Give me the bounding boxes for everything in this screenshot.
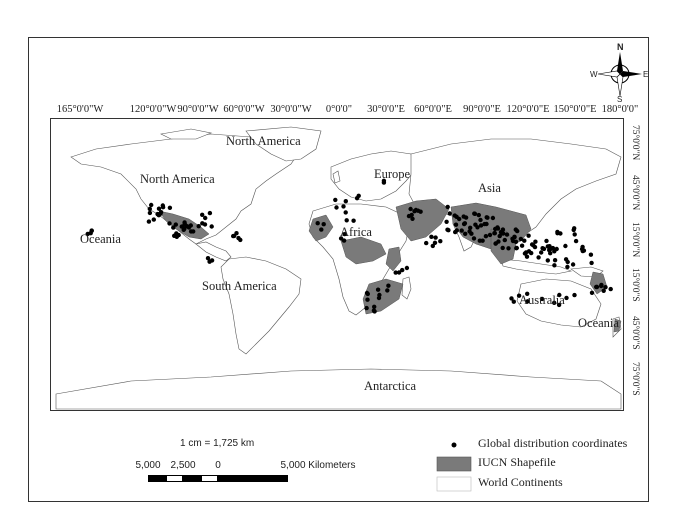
lon-label: 90°0'0"E	[463, 104, 501, 115]
scale-tick-label: 5,000	[135, 460, 161, 471]
distribution-point	[493, 227, 497, 231]
scale-tick-label: 0	[215, 460, 221, 471]
distribution-point	[168, 206, 172, 210]
distribution-point	[200, 221, 204, 225]
distribution-point	[505, 232, 509, 236]
distribution-point	[514, 227, 518, 231]
legend-item-continents	[436, 475, 646, 493]
distribution-point	[438, 239, 442, 243]
distribution-point	[236, 236, 240, 240]
distribution-point	[501, 246, 505, 250]
scale-tick-label: 2,500	[170, 460, 196, 471]
distribution-point	[546, 258, 550, 262]
distribution-point	[494, 241, 498, 245]
distribution-point	[453, 230, 457, 234]
distribution-point	[573, 232, 577, 236]
legend-label: World Continents	[478, 475, 563, 489]
distribution-point	[491, 216, 495, 220]
distribution-point	[555, 247, 559, 251]
distribution-point	[187, 225, 191, 229]
distribution-point	[484, 234, 488, 238]
distribution-point	[603, 285, 607, 289]
distribution-point	[563, 244, 567, 248]
distribution-point	[572, 293, 576, 297]
distribution-point	[200, 213, 204, 217]
lat-label: 75°0'0"S	[630, 362, 640, 396]
distribution-point	[431, 244, 435, 248]
point-symbol-icon	[436, 437, 472, 453]
distribution-point	[410, 213, 414, 217]
distribution-point	[208, 211, 212, 215]
distribution-point	[206, 256, 210, 260]
distribution-point	[161, 205, 165, 209]
distribution-point	[553, 258, 557, 262]
compass-icon	[592, 46, 648, 102]
distribution-point	[478, 239, 482, 243]
distribution-point	[533, 245, 537, 249]
distribution-point	[520, 244, 524, 248]
distribution-point	[519, 237, 523, 241]
distribution-point	[548, 251, 552, 255]
distribution-point	[609, 287, 613, 291]
distribution-point	[448, 211, 452, 215]
continent-label-north-america: North America	[140, 172, 215, 186]
legend-label: IUCN Shapefile	[478, 455, 556, 469]
distribution-point	[197, 224, 201, 228]
distribution-point	[463, 232, 467, 236]
compass-s: S	[617, 95, 623, 104]
distribution-point	[514, 246, 518, 250]
distribution-point	[424, 241, 428, 245]
world-map-svg	[51, 119, 624, 411]
distribution-point	[344, 210, 348, 214]
lon-label: 120°0'0"W	[129, 104, 177, 115]
distribution-point	[444, 220, 448, 224]
distribution-point	[364, 306, 368, 310]
scale-segment	[218, 475, 288, 482]
distribution-point	[351, 219, 355, 223]
distribution-point	[394, 270, 398, 274]
north-arrow-compass	[590, 42, 649, 104]
distribution-point	[525, 255, 529, 259]
distribution-point	[590, 291, 594, 295]
compass-n: N	[617, 42, 624, 52]
distribution-point	[533, 240, 537, 244]
scale-bar	[135, 438, 380, 488]
distribution-point	[366, 292, 370, 296]
distribution-point	[148, 211, 152, 215]
distribution-point	[172, 234, 176, 238]
distribution-point	[345, 218, 349, 222]
lon-label: 150°0'0"E	[553, 104, 597, 115]
distribution-point	[319, 227, 323, 231]
distribution-point	[385, 288, 389, 292]
distribution-point	[492, 231, 496, 235]
lon-label: 30°0'0"W	[270, 104, 312, 115]
indonesia-shape	[501, 259, 571, 274]
lon-label: 60°0'0"E	[414, 104, 452, 115]
scale-segment	[183, 475, 201, 482]
scale-segment	[201, 475, 218, 482]
iucn-southern-africa	[363, 279, 403, 314]
continent-label-antarctica: Antarctica	[364, 379, 417, 393]
distribution-point	[482, 222, 486, 226]
lon-label: 120°0'0"E	[506, 104, 550, 115]
distribution-point	[410, 217, 414, 221]
distribution-point	[511, 239, 515, 243]
distribution-point	[542, 247, 546, 251]
distribution-point	[210, 224, 214, 228]
distribution-point	[547, 245, 551, 249]
lat-label: 45°0'0"N	[630, 175, 640, 211]
distribution-point	[400, 268, 404, 272]
distribution-point	[334, 205, 338, 209]
distribution-point	[322, 222, 326, 226]
distribution-point	[462, 222, 466, 226]
lon-label: 30°0'0"E	[367, 104, 405, 115]
lon-label: 180°0'0"	[601, 104, 639, 115]
continent-label-africa: Africa	[340, 225, 372, 239]
distribution-point	[429, 235, 433, 239]
lat-label: 15°0'0"N	[630, 222, 640, 258]
distribution-point	[488, 233, 492, 237]
distribution-point	[182, 227, 186, 231]
distribution-point	[171, 225, 175, 229]
distribution-point	[158, 212, 162, 216]
scale-segment	[148, 475, 166, 482]
legend-item-shapefile	[436, 455, 646, 473]
distribution-point	[376, 288, 380, 292]
distribution-point	[446, 205, 450, 209]
continent-label-asia: Asia	[478, 181, 501, 195]
distribution-point	[333, 198, 337, 202]
distribution-point	[377, 296, 381, 300]
distribution-point	[571, 262, 575, 266]
distribution-point	[167, 221, 171, 225]
distribution-point	[473, 212, 477, 216]
lon-label: 0°0'0"	[325, 104, 353, 115]
distribution-point	[357, 194, 361, 198]
distribution-point	[572, 228, 576, 232]
distribution-point	[386, 284, 390, 288]
distribution-point	[589, 261, 593, 265]
distribution-point	[499, 230, 503, 234]
distribution-point	[149, 203, 153, 207]
distribution-point	[526, 234, 530, 238]
distribution-point	[544, 239, 548, 243]
distribution-point	[464, 215, 468, 219]
distribution-point	[316, 221, 320, 225]
scale-title: 1 cm = 1,725 km	[180, 438, 255, 449]
distribution-point	[478, 218, 482, 222]
distribution-point	[595, 285, 599, 289]
distribution-point	[157, 207, 161, 211]
distribution-point	[433, 235, 437, 239]
distribution-point	[565, 265, 569, 269]
distribution-point	[344, 199, 348, 203]
lon-label: 165°0'0"W	[56, 104, 104, 115]
distribution-point	[506, 246, 510, 250]
continent-label-oceania: Oceania	[578, 316, 619, 330]
distribution-point	[512, 235, 516, 239]
lon-label: 90°0'0"W	[177, 104, 219, 115]
lat-label: 15°0'0"S	[630, 268, 640, 302]
madagascar-shape	[402, 277, 411, 299]
distribution-point	[152, 217, 156, 221]
world-continents	[56, 127, 621, 409]
south-america-shape	[221, 257, 301, 354]
compass-w: W	[590, 70, 598, 79]
distribution-point	[372, 308, 376, 312]
antarctica-shape	[56, 369, 621, 409]
distribution-point	[558, 231, 562, 235]
compass-e: E	[643, 70, 649, 79]
distribution-point	[469, 232, 473, 236]
continent-label-north-america: North America	[226, 134, 301, 148]
distribution-point	[589, 253, 593, 257]
distribution-point	[582, 248, 586, 252]
lat-label: 45°0'0"S	[630, 316, 640, 350]
distribution-point	[503, 238, 507, 242]
scale-segment	[166, 475, 183, 482]
distribution-point	[454, 223, 458, 227]
distribution-point	[460, 228, 464, 232]
distribution-point	[365, 298, 369, 302]
distribution-point	[405, 266, 409, 270]
fill-swatch-icon	[436, 456, 472, 472]
distribution-point	[475, 225, 479, 229]
distribution-point	[412, 209, 416, 213]
distribution-point	[566, 260, 570, 264]
lon-label: 60°0'0"W	[223, 104, 265, 115]
distribution-point	[182, 220, 186, 224]
distribution-point	[536, 255, 540, 259]
lat-label: 75°0'0"N	[630, 125, 640, 161]
distribution-point	[408, 207, 412, 211]
continent-label-oceania: Oceania	[80, 232, 121, 246]
distribution-point	[574, 239, 578, 243]
distribution-point	[177, 233, 181, 237]
scale-tick-label: 5,000 Kilometers	[280, 460, 356, 471]
distribution-point	[147, 219, 151, 223]
distribution-point	[446, 228, 450, 232]
continent-label-europe: Europe	[374, 167, 411, 181]
distribution-point	[552, 263, 556, 267]
distribution-point	[477, 213, 481, 217]
legend-item-points	[436, 436, 646, 454]
distribution-point	[189, 229, 193, 233]
distribution-point	[341, 204, 345, 208]
world-map	[50, 118, 624, 411]
continent-label-australia: Australia	[519, 293, 565, 307]
distribution-point	[231, 234, 235, 238]
legend-label: Global distribution coordinates	[478, 436, 628, 450]
distribution-point	[498, 234, 502, 238]
distribution-point	[529, 251, 533, 255]
distribution-point	[539, 250, 543, 254]
distribution-point	[599, 284, 603, 288]
distribution-point	[485, 216, 489, 220]
outline-swatch-icon	[436, 476, 472, 492]
distribution-point	[457, 217, 461, 221]
distribution-point	[203, 216, 207, 220]
continent-label-south-america: South America	[202, 279, 277, 293]
distribution-point	[148, 207, 152, 211]
distribution-point	[472, 236, 476, 240]
central-america-shape	[196, 242, 231, 261]
distribution-point	[509, 296, 513, 300]
